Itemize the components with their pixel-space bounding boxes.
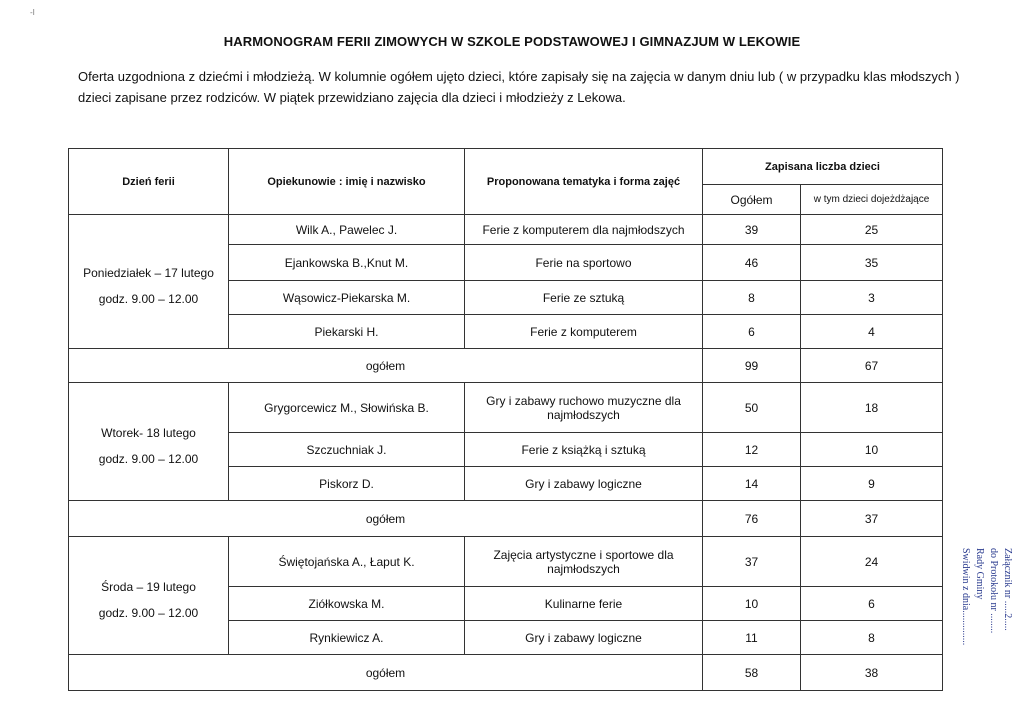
summary-commuting: 38	[801, 655, 943, 691]
corner-mark: -I	[30, 8, 35, 17]
cell-caretakers: Ejankowska B.,Knut M.	[229, 245, 465, 281]
cell-commuting: 6	[801, 587, 943, 621]
cell-caretakers: Wilk A., Pawelec J.	[229, 215, 465, 245]
cell-caretakers: Piekarski H.	[229, 315, 465, 349]
summary-row	[69, 655, 943, 691]
summary-commuting: 67	[801, 349, 943, 383]
cell-topic: Gry i zabawy ruchowo muzyczne dla najmłodszych	[465, 383, 703, 433]
cell-commuting: 18	[801, 383, 943, 433]
cell-total: 50	[703, 383, 801, 433]
cell-commuting: 4	[801, 315, 943, 349]
summary-row	[69, 349, 943, 383]
summary-label: ogółem	[69, 349, 703, 383]
day-cell	[69, 383, 229, 501]
registration-stamp	[958, 548, 1018, 708]
summary-commuting: 37	[801, 501, 943, 537]
cell-topic: Ferie z książką i sztuką	[465, 433, 703, 467]
cell-total: 8	[703, 281, 801, 315]
cell-total: 37	[703, 537, 801, 587]
day-label: Poniedziałek – 17 lutego	[83, 265, 214, 280]
document-title: HARMONOGRAM FERII ZIMOWYCH W SZKOLE PODSTAWOWEJ I GIMNAZJUM W LEKOWIE	[223, 34, 801, 49]
day-label: Środa – 19 lutego	[101, 579, 196, 594]
cell-commuting: 10	[801, 433, 943, 467]
cell-topic: Ferie z komputerem dla najmłodszych	[465, 215, 703, 245]
day-hours: godz. 9.00 – 12.00	[98, 291, 199, 306]
schedule-table	[68, 148, 943, 691]
day-hours: godz. 9.00 – 12.00	[98, 605, 199, 620]
summary-label: ogółem	[69, 655, 703, 691]
cell-caretakers: Piskorz D.	[229, 467, 465, 501]
header-day: Dzień ferii	[69, 149, 229, 215]
stamp-line: Swidwin z dnia..............	[960, 548, 971, 646]
cell-caretakers: Grygorcewicz M., Słowińska B.	[229, 383, 465, 433]
day-cell	[69, 215, 229, 349]
cell-total: 6	[703, 315, 801, 349]
table-row	[69, 537, 943, 587]
cell-total: 10	[703, 587, 801, 621]
cell-commuting: 35	[801, 245, 943, 281]
cell-topic: Ferie z komputerem	[465, 315, 703, 349]
cell-caretakers: Szczuchniak J.	[229, 433, 465, 467]
schedule-body	[69, 215, 943, 691]
header-caretakers: Opiekunowie : imię i nazwisko	[229, 149, 465, 215]
cell-caretakers: Wąsowicz-Piekarska M.	[229, 281, 465, 315]
header-topic: Proponowana tematyka i forma zajęć	[465, 149, 703, 215]
cell-caretakers: Świętojańska A., Łaput K.	[229, 537, 465, 587]
cell-topic: Gry i zabawy logiczne	[465, 621, 703, 655]
cell-topic: Zajęcia artystyczne i sportowe dla najmłodszych	[465, 537, 703, 587]
cell-caretakers: Ziółkowska M.	[229, 587, 465, 621]
cell-commuting: 8	[801, 621, 943, 655]
intro-paragraph: Oferta uzgodniona z dziećmi i młodzieżą. W kolumnie ogółem ujęto dzieci, które zapisały się na zajęcia w danym dniu lub ( w przypadku klas młodszych ) dzieci zapisane przez rodziców. W piątek przewidziano zajęcia dla dzieci i młodzieży z Lekowa.	[78, 69, 960, 105]
cell-commuting: 9	[801, 467, 943, 501]
cell-commuting: 24	[801, 537, 943, 587]
cell-caretakers: Rynkiewicz A.	[229, 621, 465, 655]
summary-total: 76	[703, 501, 801, 537]
cell-total: 39	[703, 215, 801, 245]
stamp-line: do Protokołu nr ........	[988, 548, 999, 634]
table-row	[69, 383, 943, 433]
header-enrolled: Zapisana liczba dzieci	[703, 149, 943, 185]
summary-label: ogółem	[69, 501, 703, 537]
header-total: Ogółem	[703, 185, 801, 215]
cell-total: 14	[703, 467, 801, 501]
day-cell	[69, 537, 229, 655]
header-commuting: w tym dzieci dojeżdżające	[801, 185, 943, 215]
summary-total: 58	[703, 655, 801, 691]
stamp-line: Załącznik nr .....2.....	[1002, 548, 1013, 631]
cell-topic: Ferie na sportowo	[465, 245, 703, 281]
day-hours: godz. 9.00 – 12.00	[98, 451, 199, 466]
day-label: Wtorek- 18 lutego	[101, 425, 196, 440]
summary-row	[69, 501, 943, 537]
stamp-line: Rady Gminy	[974, 548, 985, 600]
table-row	[69, 215, 943, 245]
cell-topic: Ferie ze sztuką	[465, 281, 703, 315]
cell-total: 12	[703, 433, 801, 467]
cell-topic: Gry i zabawy logiczne	[465, 467, 703, 501]
cell-commuting: 3	[801, 281, 943, 315]
summary-total: 99	[703, 349, 801, 383]
cell-total: 11	[703, 621, 801, 655]
cell-topic: Kulinarne ferie	[465, 587, 703, 621]
cell-total: 46	[703, 245, 801, 281]
cell-commuting: 25	[801, 215, 943, 245]
